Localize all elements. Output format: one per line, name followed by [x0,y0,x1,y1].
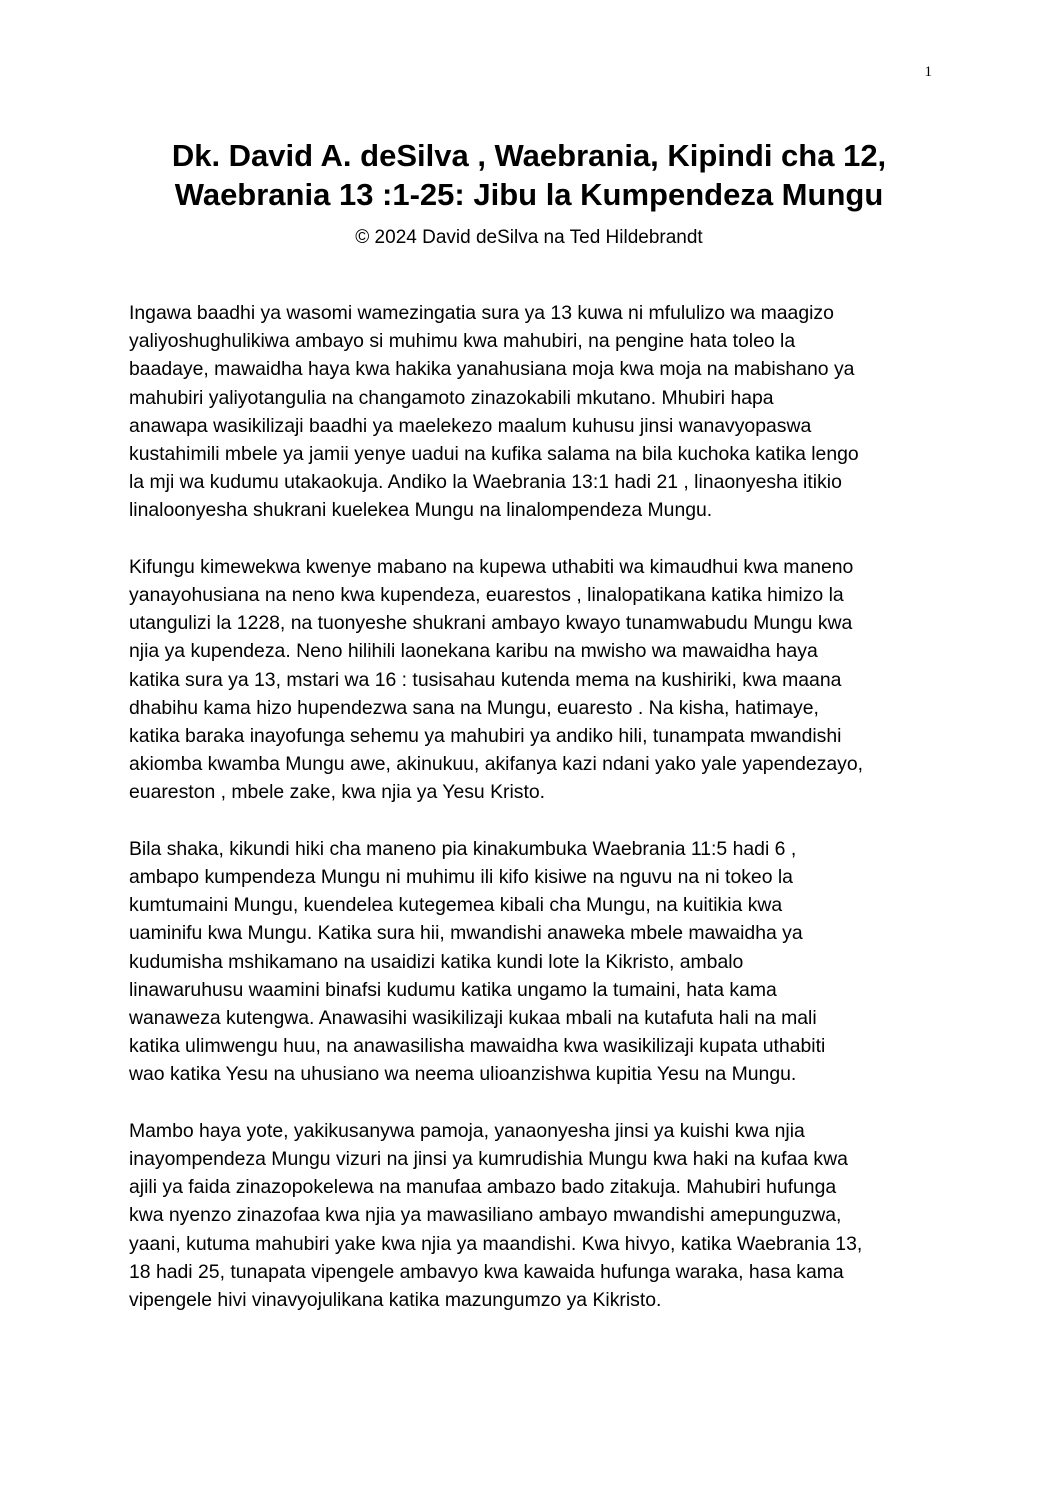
text-line: vipengele hivi vinavyojulikana katika mazungumzo ya Kikristo. [129,1289,662,1312]
paragraph-2 [129,553,939,807]
text-line: kustahimili mbele ya jamii yenye uadui na kufika salama na bila kuchoka katika lengo [129,443,859,466]
text-line: yaliyoshughulikiwa ambayo si muhimu kwa mahubiri, na pengine hata toleo la [129,330,796,353]
text-line: Mambo haya yote, yakikusanywa pamoja, yanaonyesha jinsi ya kuishi kwa njia [129,1119,805,1142]
text-line: njia ya kupendeza. Neno hilihili laonekana karibu na mwisho wa mawaidha haya [129,640,818,663]
paragraph-1 [129,299,939,525]
text-line: kumtumaini Mungu, kuendelea kutegemea kibali cha Mungu, na kuitikia kwa [129,894,783,917]
text-line: kwa nyenzo zinazofaa kwa njia ya mawasiliano ambayo mwandishi amepunguzwa, [129,1204,842,1227]
text-line: ambapo kumpendeza Mungu ni muhimu ili kifo kisiwe na nguvu na ni tokeo la [129,866,793,889]
text-line: yanayohusiana na neno kwa kupendeza, euarestos , linalopatikana katika himizo la [129,584,844,607]
text-line: baadaye, mawaidha haya kwa hakika yanahusiana moja kwa moja na mabishano ya [129,358,855,381]
text-line: katika ulimwengu huu, na anawasilisha mawaidha kwa wasikilizaji kupata uthabiti [129,1035,826,1058]
text-line: yaani, kutuma mahubiri yake kwa njia ya maandishi. Kwa hivyo, katika Waebrania 13, [129,1232,863,1255]
text-line: katika sura ya 13, mstari wa 16 : tusisahau kutenda mema na kushiriki, kwa maana [129,668,842,691]
copyright-notice: © 2024 David deSilva na Ted Hildebrandt [355,227,703,248]
paragraph-3 [129,835,939,1089]
text-line: Bila shaka, kikundi hiki cha maneno pia kinakumbuka Waebrania 11:5 hadi 6 , [129,837,797,860]
text-line: katika baraka inayofunga sehemu ya mahubiri ya andiko hili, tunampata mwandishi [129,725,842,748]
text-line: la mji wa kudumu utakaokuja. Andiko la Waebrania 13:1 hadi 21 , linaonyesha itikio [129,471,842,494]
text-line: Ingawa baadhi ya wasomi wamezingatia sura ya 13 kuwa ni mfululizo wa maagizo [129,302,834,324]
text-line: wanaweza kutengwa. Anawasihi wasikilizaji kukaa mbali na kutafuta hali na mali [129,1007,817,1030]
paragraph-4 [129,1117,939,1314]
text-line: linaloonyesha shukrani kuelekea Mungu na linalompendeza Mungu. [129,499,713,522]
text-line: akiomba kwamba Mungu awe, akinukuu, akifanya kazi ndani yako yale yapendezayo, [129,753,864,776]
page-number: 1 [924,64,932,80]
text-line: utangulizi la 1228, na tuonyeshe shukrani ambayo kwayo tunamwabudu Mungu kwa [129,612,853,635]
text-line: wao katika Yesu na uhusiano wa neema ulioanzishwa kupitia Yesu na Mungu. [129,1063,797,1086]
text-line: anawapa wasikilizaji baadhi ya maelekezo maalum kuhusu jinsi wanavyopaswa [129,414,812,437]
text-line: mahubiri yaliyotangulia na changamoto zinazokabili mkutano. Mhubiri hapa [129,386,774,409]
body-text [129,299,939,1342]
text-line: linawaruhusu waamini binafsi kudumu katika ungamo la tumaini, hata kama [129,978,777,1001]
text-line: euareston , mbele zake, kwa njia ya Yesu Kristo. [129,781,546,804]
text-line: kudumisha mshikamano na usaidizi katika kundi lote la Kikristo, ambalo [129,950,744,973]
text-line: uaminifu kwa Mungu. Katika sura hii, mwandishi anaweka mbele mawaidha ya [129,922,803,945]
title-block [0,136,1058,250]
text-line: inayompendeza Mungu vizuri na jinsi ya kumrudishia Mungu kwa haki na kufaa kwa [129,1148,848,1171]
text-line: Kifungu kimewekwa kwenye mabano na kupewa uthabiti wa kimaudhui kwa maneno [129,555,854,578]
text-line: 18 hadi 25, tunapata vipengele ambavyo kwa kawaida hufunga waraka, hasa kama [129,1260,844,1283]
text-line: ajili ya faida zinazopokelewa na manufaa ambazo bado zitakuja. Mahubiri hufunga [129,1176,837,1199]
document-title-line-2: Waebrania 13 :1-25: Jibu la Kumpendeza Mungu [174,177,884,212]
document-title-line-1: Dk. David A. deSilva , Waebrania, Kipindi cha 12, [171,138,887,173]
text-line: dhabihu kama hizo hupendezwa sana na Mungu, euaresto . Na kisha, hatimaye, [129,696,819,719]
